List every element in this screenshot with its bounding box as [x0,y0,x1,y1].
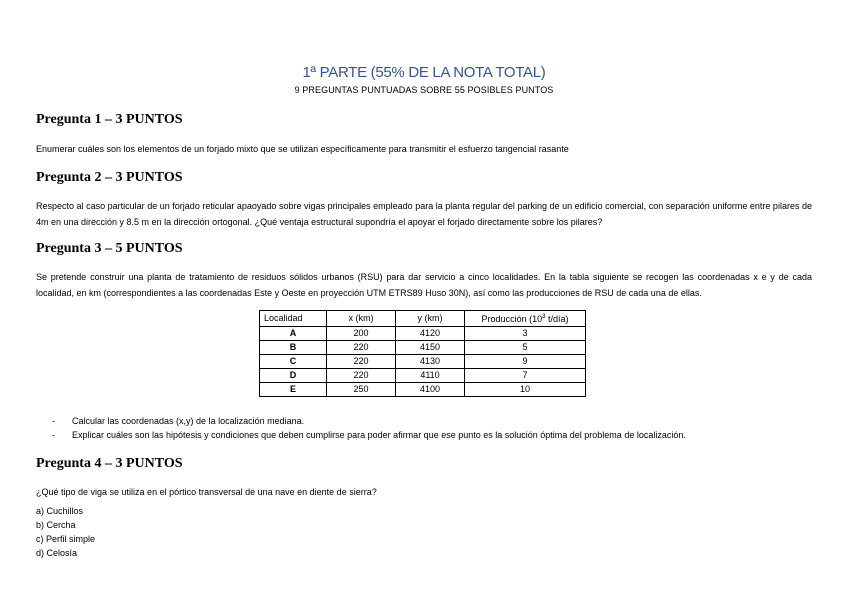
question-2-text: Respecto al caso particular de un forjado reticular apaoyado sobre vigas principales empleado para la planta regular del parking de un edificio comercial, con separación uniforme entre pilares de 4m en una dirección y 8.5 m en la dirección ortogonal. ¿Qué ventaja estructural supondría el apoyar el forjado directamente sobre los pilares? [36,201,812,227]
table-cell: A [260,327,327,341]
bullet-dash: - [52,416,55,426]
bullet-dash: - [52,430,55,440]
table-row [260,355,586,369]
table-header-cell: Localidad [260,311,327,327]
list-item: - Calcular las coordenadas (x,y) de la localización mediana. [52,416,305,426]
table-cell: 220 [327,355,396,369]
option-a: a) Cuchillos [36,506,84,516]
table-cell: 5 [465,341,586,355]
table-header-cell: Producción ($10^3$ t/día) [465,311,586,327]
question-4-heading: Pregunta 4 – 3 PUNTOS [36,456,183,471]
table-cell: 10 [465,383,586,397]
question-3-tasks [52,414,686,442]
table-row [260,369,586,383]
table-cell: 4130 [396,355,465,369]
table-cell: D [260,369,327,383]
option-c: c) Perfil simple [36,534,96,544]
option-d: d) Celosía [36,548,78,558]
rsu-table [259,310,586,397]
table-row [260,383,586,397]
table-cell: B [260,341,327,355]
table-header-row [260,311,586,327]
question-4-options [36,504,95,560]
table-header-cell: y (km) [396,311,465,327]
table-cell: 9 [465,355,586,369]
table-header-cell: x (km) [327,311,396,327]
question-3-text: Se pretende construir una planta de tratamiento de residuos sólidos urbanos (RSU) para dar servicio a cinco localidades. En la tabla siguiente se recogen las coordenadas x e y de cada localidad, en km (correspondientes a las coordenadas Este y Oeste en proyección UTM ETRS89 Huso 30N), así como las producciones de RSU de cada una de ellas. [36,272,812,298]
table-cell: 200 [327,327,396,341]
question-3-heading: Pregunta 3 – 5 PUNTOS [36,241,183,256]
table-row [260,327,586,341]
question-1-text: Enumerar cuáles son los elementos de un forjado mixto que se utilizan específicamente para transmitir el esfuerzo tangencial rasante [36,144,569,154]
table-cell: 4110 [396,369,465,383]
page-title: 1ª PARTE (55% DE LA NOTA TOTAL) [302,64,546,81]
page-subtitle: 9 PREGUNTAS PUNTUADAS SOBRE 55 POSIBLES PUNTOS [294,85,554,95]
list-item: - Explicar cuáles son las hipótesis y condiciones que deben cumplirse para poder afirmar que ese punto es la solución óptima del problema de localización. [52,430,686,440]
table-cell: 7 [465,369,586,383]
option-b: b) Cercha [36,520,76,530]
table-row [260,341,586,355]
table-cell: 4120 [396,327,465,341]
question-2-heading: Pregunta 2 – 3 PUNTOS [36,170,183,185]
table-cell: 4100 [396,383,465,397]
table-cell: C [260,355,327,369]
table-cell: 220 [327,341,396,355]
question-4-text: ¿Qué tipo de viga se utiliza en el pórtico transversal de una nave en diente de sierra? [36,487,377,497]
table-cell: 250 [327,383,396,397]
table-cell: 220 [327,369,396,383]
question-1-heading: Pregunta 1 – 3 PUNTOS [36,112,183,127]
table-cell: E [260,383,327,397]
table-cell: 4150 [396,341,465,355]
table-cell: 3 [465,327,586,341]
